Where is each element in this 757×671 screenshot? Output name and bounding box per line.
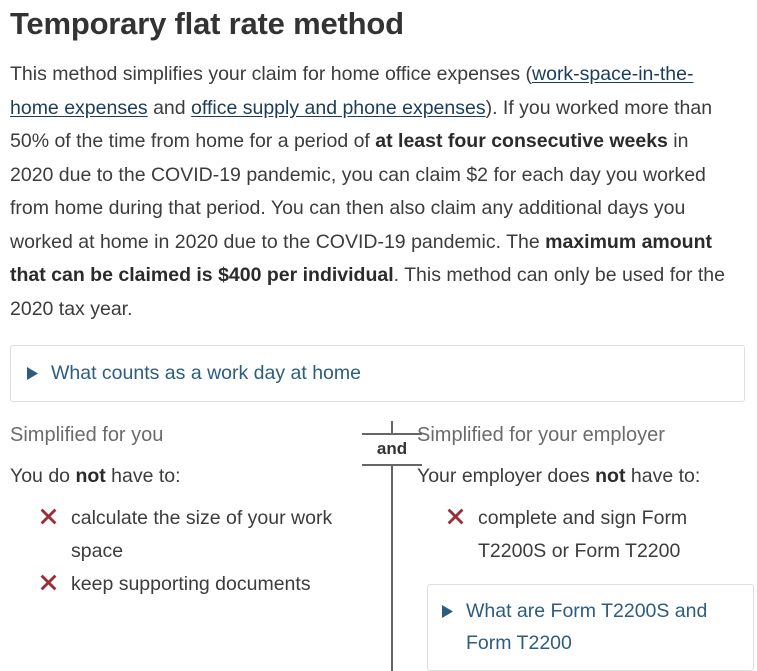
- x-mark-icon: [40, 508, 57, 525]
- intro-text-3: ). If you worked more than 50% of the time from home for a period of: [10, 96, 713, 152]
- list-item: [40, 568, 350, 601]
- intro-text-4: in 2020 due to the COVID-19 pandemic, you can claim $2 for each day you worked from home during that period. You can then also claim any additional days you worked at home in 2020 due to the COVID-19 pandemic. The: [10, 130, 706, 253]
- accordion-what-are-form-t2200s-and-form-t2200[interactable]: [427, 584, 754, 671]
- divider-label-box: [362, 433, 422, 466]
- accordion-what-counts-as-a-work-day-at-home[interactable]: [10, 345, 745, 402]
- list-item: [40, 502, 350, 568]
- intro-text-1: This method simplifies your claim for home office expenses (: [10, 63, 533, 85]
- list-item-label: calculate the size of your work space: [71, 507, 333, 562]
- lead-bold-left: not: [75, 465, 106, 487]
- list-item: [447, 502, 757, 568]
- divider-label: and: [376, 439, 408, 458]
- x-mark-icon: [40, 574, 57, 591]
- and-divider: [362, 421, 422, 671]
- column-simplified-for-your-employer: [417, 421, 757, 671]
- accordion-label: What are Form T2200S and Form T2200: [466, 600, 708, 654]
- lead-bold-right: not: [595, 465, 626, 487]
- list-item-label: complete and sign Form T2200S or Form T2200: [478, 507, 688, 562]
- intro-text-2: and: [147, 96, 192, 119]
- comparison-section: [10, 421, 747, 671]
- list-left: [10, 502, 350, 601]
- intro-bold-1: at least four consecutive weeks: [375, 130, 668, 152]
- lead-prefix-left: You do: [10, 465, 76, 487]
- lead-prefix-right: Your employer does: [417, 465, 596, 487]
- triangle-right-icon: [27, 367, 41, 380]
- lead-suffix-right: have to:: [625, 465, 701, 487]
- x-mark-icon: [447, 508, 464, 525]
- accordion-label: What counts as a work day at home: [51, 362, 361, 384]
- accordion-summary[interactable]: [442, 595, 739, 659]
- column-lead-right: [417, 462, 757, 490]
- list-right: [417, 502, 757, 568]
- intro-bold-2: maximum amount that can be claimed is $400 per individual: [10, 230, 712, 286]
- intro-paragraph: [10, 58, 735, 326]
- intro-text-5: . This method can only be used for the 2020 tax year.: [10, 264, 725, 320]
- lead-suffix-left: have to:: [105, 465, 181, 487]
- column-lead-left: [10, 462, 350, 490]
- link-work-space-in-the-home-expenses[interactable]: work-space-in-the-home expenses: [10, 63, 694, 119]
- column-heading-left: Simplified for you: [10, 424, 164, 446]
- column-heading-right: Simplified for your employer: [417, 424, 665, 446]
- list-item-label: keep supporting documents: [71, 573, 311, 595]
- page-title: Temporary flat rate method: [10, 6, 404, 41]
- link-office-supply-and-phone-expenses[interactable]: office supply and phone expenses: [191, 96, 486, 119]
- column-simplified-for-you: [10, 421, 350, 601]
- triangle-right-icon: [442, 605, 456, 618]
- accordion-summary[interactable]: [27, 358, 728, 388]
